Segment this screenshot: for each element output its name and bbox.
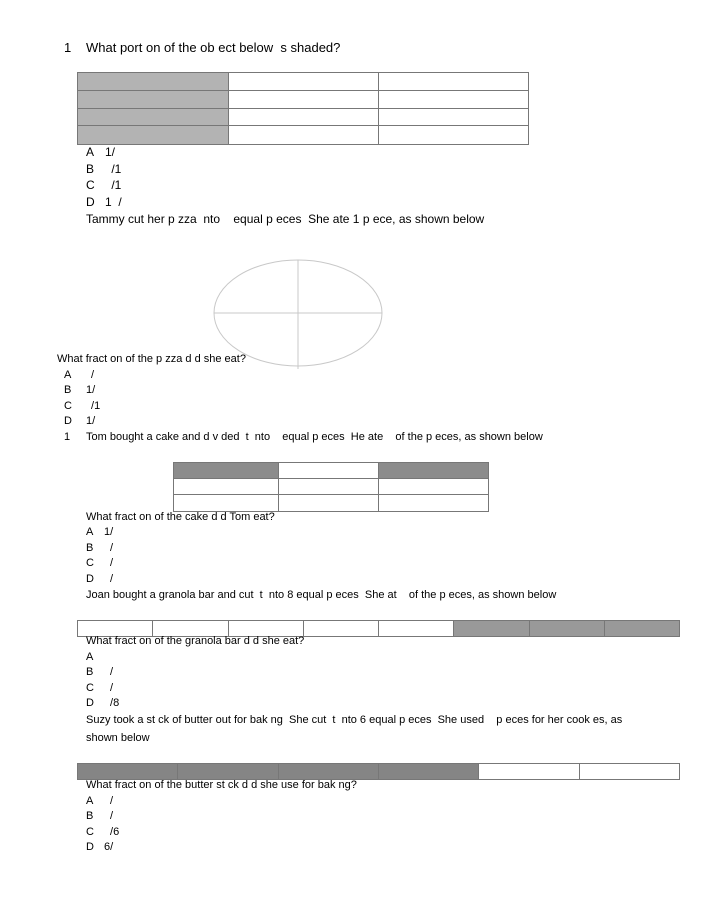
- grid-cell: [379, 73, 528, 91]
- q3-intro: Tom bought a cake and d v ded t nto equal p eces He ate of the p eces, as shown below: [86, 431, 543, 443]
- cake-piece: [174, 479, 279, 495]
- q3-prompt: What fract on of the cake d d Tom eat?: [86, 511, 275, 523]
- cake-piece: [379, 495, 488, 511]
- q4-choice-b-text: /: [107, 666, 114, 678]
- q5-choice-c-text: /6: [107, 826, 120, 838]
- q2-choice-a-text: /: [88, 369, 95, 381]
- q5-prompt: What fract on of the butter st ck d d she use for bak ng?: [86, 779, 357, 791]
- q3-choice-d-text: /: [107, 573, 114, 585]
- q2-choice-a-letter: A: [64, 369, 72, 381]
- q5-choice-a-text: /: [107, 795, 114, 807]
- q5-butter-stick: [77, 763, 680, 780]
- butter-piece: [580, 764, 679, 779]
- q3-choice-d-letter: D: [86, 573, 94, 585]
- q4-choice-d-text: /8: [107, 697, 120, 709]
- granola-piece: [304, 621, 379, 636]
- q1-choice-b-letter: B: [86, 162, 95, 176]
- butter-piece-shaded: [379, 764, 479, 779]
- q4-choice-b-letter: B: [86, 666, 94, 678]
- grid-cell: [379, 91, 528, 109]
- q5-choice-d-letter: D: [86, 841, 94, 853]
- granola-piece-shaded: [530, 621, 605, 636]
- grid-cell-shaded: [78, 109, 229, 127]
- q3-number: 1: [64, 431, 71, 443]
- q2-prompt: What fract on of the p zza d d she eat?: [57, 353, 246, 365]
- grid-cell: [229, 91, 379, 109]
- q2-choice-b-text: 1/: [86, 384, 96, 396]
- grid-cell: [229, 126, 379, 144]
- q4-prompt: What fract on of the granola bar d d she eat?: [86, 635, 305, 647]
- q3-choice-a-text: 1/: [104, 526, 114, 538]
- q1-prompt: What port on of the ob ect below s shaded?: [86, 40, 341, 55]
- q4-choice-a-letter: A: [86, 651, 94, 663]
- granola-piece: [229, 621, 304, 636]
- q2-intro: Tammy cut her p zza nto equal p eces She ate 1 p ece, as shown below: [86, 212, 485, 226]
- q2-choice-c-text: /1: [88, 400, 101, 412]
- q5-choice-a-letter: A: [86, 795, 94, 807]
- q1-choice-a-letter: A: [86, 145, 95, 159]
- grid-cell: [379, 109, 528, 127]
- q4-choice-d-letter: D: [86, 697, 94, 709]
- q2-choice-d-text: 1/: [86, 415, 96, 427]
- q5-choice-d-text: 6/: [104, 841, 114, 853]
- q3-choice-c-text: /: [107, 557, 114, 569]
- q1-number: 1: [64, 40, 72, 55]
- butter-piece-shaded: [178, 764, 278, 779]
- q3-choice-a-letter: A: [86, 526, 94, 538]
- cake-piece: [174, 495, 279, 511]
- q5-choice-c-letter: C: [86, 826, 94, 838]
- q2-choice-d-letter: D: [64, 415, 72, 427]
- butter-piece-shaded: [279, 764, 379, 779]
- cake-piece: [279, 495, 379, 511]
- q4-choice-c-text: /: [107, 682, 114, 694]
- q1-choice-c-text: /1: [108, 178, 122, 192]
- butter-piece-shaded: [78, 764, 178, 779]
- q5-intro-line2: shown below: [86, 732, 150, 744]
- q1-choice-a-text: 1/: [105, 145, 116, 159]
- q2-choice-b-letter: B: [64, 384, 72, 396]
- q4-choice-c-letter: C: [86, 682, 94, 694]
- grid-cell-shaded: [78, 91, 229, 109]
- cake-piece: [279, 479, 379, 495]
- cake-piece-shaded: [174, 463, 279, 479]
- butter-piece: [479, 764, 579, 779]
- q5-choice-b-letter: B: [86, 810, 94, 822]
- cake-piece: [379, 479, 488, 495]
- q1-choice-d-text: 1 /: [105, 195, 122, 209]
- q3-cake-grid: [173, 462, 489, 512]
- q3-choice-b-letter: B: [86, 542, 94, 554]
- granola-piece-shaded: [605, 621, 679, 636]
- cake-piece-shaded: [379, 463, 488, 479]
- granola-piece-shaded: [454, 621, 529, 636]
- q5-intro-line1: Suzy took a st ck of butter out for bak ng She cut t nto 6 equal p eces She used p eces for her cook es, as: [86, 714, 623, 726]
- grid-cell-shaded: [78, 73, 229, 91]
- grid-cell-shaded: [78, 126, 229, 144]
- q1-choice-b-text: /1: [108, 162, 122, 176]
- q1-choice-c-letter: C: [86, 178, 95, 192]
- q2-choice-c-letter: C: [64, 400, 72, 412]
- q1-shaded-grid: [77, 72, 529, 145]
- granola-piece: [379, 621, 454, 636]
- grid-cell: [229, 109, 379, 127]
- granola-piece: [78, 621, 153, 636]
- q3-choice-c-letter: C: [86, 557, 94, 569]
- granola-piece: [153, 621, 228, 636]
- q3-choice-b-text: /: [107, 542, 114, 554]
- grid-cell: [379, 126, 528, 144]
- cake-piece: [279, 463, 379, 479]
- q4-intro: Joan bought a granola bar and cut t nto 8 equal p eces She at of the p eces, as shown below: [86, 589, 557, 601]
- grid-cell: [229, 73, 379, 91]
- q1-choice-d-letter: D: [86, 195, 95, 209]
- q5-choice-b-text: /: [107, 810, 114, 822]
